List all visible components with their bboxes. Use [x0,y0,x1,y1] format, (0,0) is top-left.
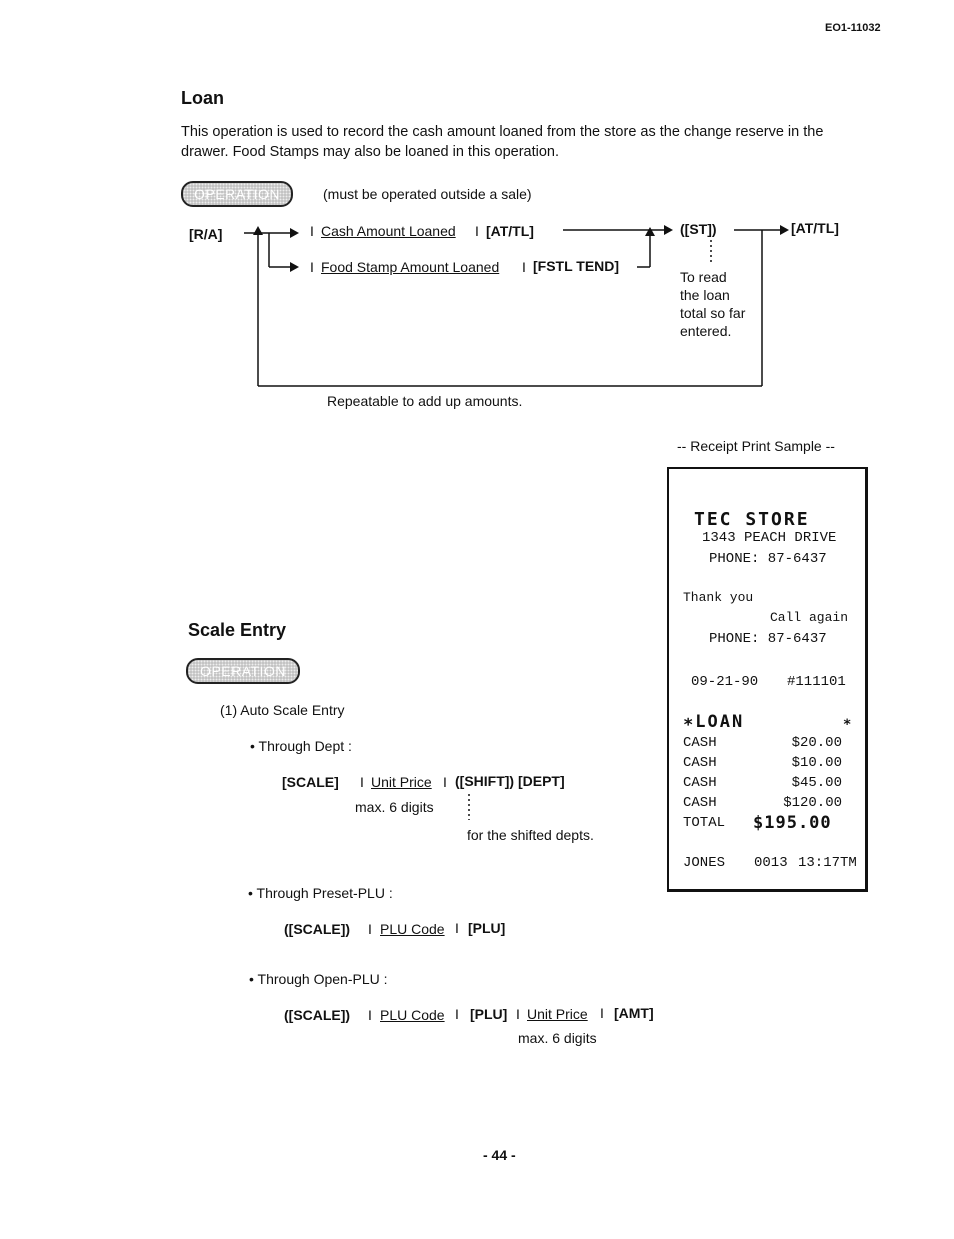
auto-scale-entry: (1) Auto Scale Entry [220,702,345,718]
receipt-code: 0013 [754,855,788,871]
receipt-row-label: CASH [683,795,717,811]
attl-key: [AT/TL] [486,223,534,239]
dept-sep-2: I [443,774,447,790]
dept-unit-price: Unit Price [371,774,432,790]
loan-flow-diagram [0,0,954,420]
receipt-address: 1343 PEACH DRIVE [702,530,837,546]
receipt-row-amount: $20.00 [791,735,842,751]
read-note-2: the loan [680,287,730,303]
receipt-row-amount: $45.00 [791,775,842,791]
loan-intro: This operation is used to record the cash amount loaned from the store as the change reserve in the drawer. Food Stamps may also be loaned in this operation. [181,124,824,160]
read-note-1: To read [680,269,727,285]
dept-sep-1: I [360,774,364,790]
receipt-total-label: TOTAL [683,815,726,831]
dept-max-digits: max. 6 digits [355,799,434,815]
open-sep-3: I [516,1006,520,1022]
loan-title: Loan [181,88,224,108]
receipt-sample [667,467,868,892]
sep-2: I [475,223,479,239]
preset-scale-key: ([SCALE]) [284,921,351,937]
cash-amount-input: Cash Amount Loaned [321,223,456,239]
receipt-row-amount: $120.00 [783,795,842,811]
sep-4: I [522,259,526,275]
st-key: ([ST]) [680,221,717,237]
receipt-row-label: CASH [683,755,717,771]
open-sep-4: I [600,1005,604,1021]
read-note-3: total so far [680,305,746,321]
dept-shifted-note: for the shifted depts. [467,827,594,843]
open-max-digits: max. 6 digits [518,1030,597,1046]
food-stamp-input: Food Stamp Amount Loaned [321,259,500,275]
receipt-loan-title: ∗LOAN [683,712,745,732]
loan-note: (must be operated outside a sale) [323,186,532,202]
receipt-number: #111101 [787,674,846,690]
receipt-store: TEC STORE [694,509,810,530]
sep-1: I [310,223,314,239]
fstl-tend-key: [FSTL TEND] [533,258,620,274]
preset-sep-1: I [368,921,372,937]
receipt-row-label: CASH [683,775,717,791]
document-id: EO1-11032 [825,22,881,34]
dept-scale-key: [SCALE] [282,774,339,790]
attl-end-key: [AT/TL] [791,220,839,236]
open-unit-price: Unit Price [527,1006,588,1022]
open-plu-key: [PLU] [470,1006,508,1022]
loan-operation-badge: OPERATION [181,181,293,207]
open-scale-key: ([SCALE]) [284,1007,351,1023]
preset-plu-code: PLU Code [380,921,445,937]
receipt-row-label: CASH [683,735,717,751]
receipt-thank: Thank you [683,590,754,605]
dept-shift-key: ([SHIFT]) [DEPT] [455,773,565,789]
scale-title: Scale Entry [188,620,287,640]
through-dept: • Through Dept : [250,738,352,754]
open-sep-1: I [368,1007,372,1023]
scale-operation-badge: OPERATION [186,658,300,684]
preset-sep-2: I [455,920,459,936]
receipt-row-amount: $10.00 [791,755,842,771]
read-note-4: entered. [680,323,732,339]
ra-key: [R/A] [189,226,223,242]
receipt-call: Call again [770,610,849,625]
receipt-loan-star: ∗ [843,715,852,731]
receipt-date: 09-21-90 [691,674,759,690]
preset-plu-key: [PLU] [468,920,506,936]
open-amt-key: [AMT] [614,1005,654,1021]
receipt-caption: -- Receipt Print Sample -- [677,438,835,454]
receipt-phone-2: PHONE: 87-6437 [709,631,827,647]
receipt-total-amount: $195.00 [753,813,832,833]
open-plu-code: PLU Code [380,1007,445,1023]
receipt-phone-1: PHONE: 87-6437 [709,551,827,567]
through-preset-plu: • Through Preset-PLU : [248,885,393,901]
repeat-note: Repeatable to add up amounts. [327,393,523,409]
page-number: - 44 - [483,1147,516,1163]
receipt-clerk: JONES [683,855,726,871]
sep-3: I [310,259,314,275]
receipt-time: 13:17TM [798,855,857,871]
dept-dotted-line [466,794,472,820]
open-sep-2: I [455,1006,459,1022]
through-open-plu: • Through Open-PLU : [249,971,388,987]
